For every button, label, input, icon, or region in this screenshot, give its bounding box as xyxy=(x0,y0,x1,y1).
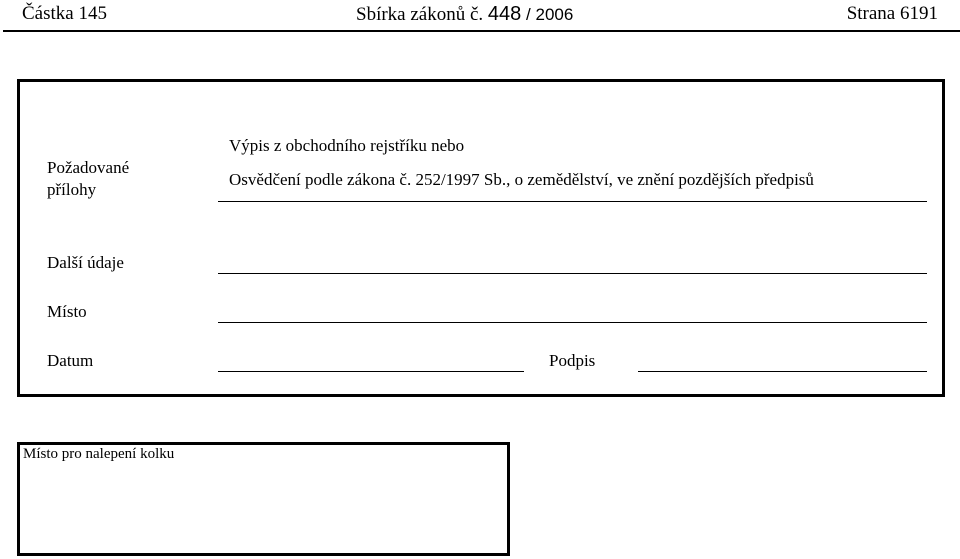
signature-field-line[interactable] xyxy=(638,371,927,372)
date-field-line[interactable] xyxy=(218,371,524,372)
attachments-label-line1: Požadované xyxy=(47,158,130,177)
attachments-field-line[interactable] xyxy=(218,201,927,202)
page-header xyxy=(0,0,960,34)
extra-info-label: Další údaje xyxy=(47,253,124,272)
attachments-value-line2: Osvědčení podle zákona č. 252/1997 Sb., o zemědělství, ve znění pozdějších předpisů xyxy=(229,170,814,189)
attachments-value-line1: Výpis z obchodního rejstříku nebo xyxy=(229,136,465,155)
attachments-label-line2: přílohy xyxy=(47,180,97,199)
place-field-line[interactable] xyxy=(218,322,927,323)
law-number: 448 xyxy=(487,3,522,25)
date-label: Datum xyxy=(47,351,94,370)
header-collection xyxy=(356,3,573,26)
collection-prefix: Sbírka zákonů č. xyxy=(356,4,484,25)
stamp-label: Místo pro nalepení kolku xyxy=(23,446,175,462)
form-box xyxy=(17,79,945,397)
attachments-label xyxy=(47,157,129,201)
law-year: 2006 xyxy=(535,5,574,24)
header-rule xyxy=(3,30,960,32)
signature-label: Podpis xyxy=(549,351,596,370)
header-page: Strana 6191 xyxy=(846,3,938,24)
extra-info-field-line[interactable] xyxy=(218,273,927,274)
header-part: Částka 145 xyxy=(22,3,107,24)
law-separator: / xyxy=(526,5,531,24)
place-label: Místo xyxy=(47,302,87,321)
